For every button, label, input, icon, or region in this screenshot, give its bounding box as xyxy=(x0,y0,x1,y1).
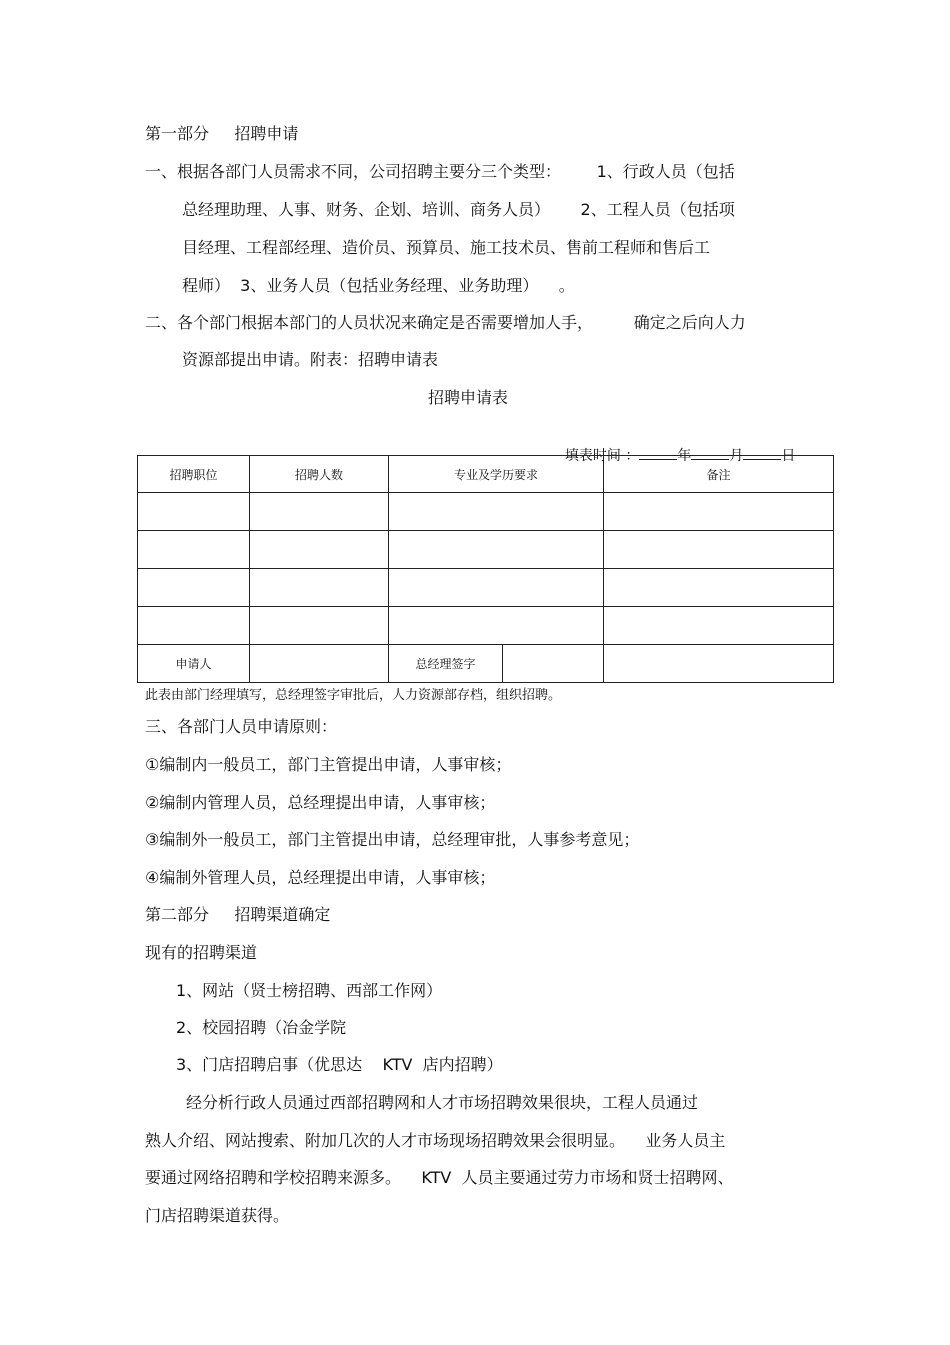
analysis-line-3: 要通过网络招聘和学校招聘来源多。 KTV 人员主要通过劳力市场和贤士招聘网、 xyxy=(145,1168,734,1187)
applicant-field[interactable] xyxy=(250,645,389,683)
recruitment-form-table xyxy=(137,455,834,683)
table-cell[interactable] xyxy=(138,531,250,569)
item1-line-2: 总经理助理、人事、财务、企划、培训、商务人员） 2、工程人员（包括项 xyxy=(182,200,735,219)
item2-line-1: 二、各个部门根据本部门的人员状况来确定是否需要增加人手， 确定之后向人力 xyxy=(145,313,746,332)
table-cell[interactable] xyxy=(389,607,604,645)
item1-line-4: 程师） 3、业务人员（包括业务经理、业务助理） 。 xyxy=(182,276,575,295)
principles-heading: 三、各部门人员申请原则： xyxy=(145,717,338,736)
table-cell[interactable] xyxy=(604,607,834,645)
table-cell[interactable] xyxy=(250,493,389,531)
item2-line-2: 资源部提出申请。附表：招聘申请表 xyxy=(182,350,439,369)
month-label: 月 xyxy=(729,448,744,464)
year-label: 年 xyxy=(677,448,692,464)
principle-item-2: ②编制内管理人员，总经理提出申请，人事审核； xyxy=(145,793,496,812)
header-remarks: 备注 xyxy=(604,456,834,493)
table-cell[interactable] xyxy=(138,607,250,645)
form-note: 此表由部门经理填写，总经理签字审批后，人力资源部存档，组织招聘。 xyxy=(145,688,562,703)
item1-line-3: 目经理、工程部经理、造价员、预算员、施工技术员、售前工程师和售后工 xyxy=(182,238,711,257)
analysis-line-4: 门店招聘渠道获得。 xyxy=(145,1206,290,1225)
table-cell[interactable] xyxy=(389,569,604,607)
table-cell[interactable] xyxy=(604,569,834,607)
table-cell[interactable] xyxy=(138,493,250,531)
table-header-row xyxy=(138,456,834,493)
part1-heading: 第一部分 招聘申请 xyxy=(145,124,299,143)
table-cell[interactable] xyxy=(250,569,389,607)
table-cell[interactable] xyxy=(604,493,834,531)
table-cell[interactable] xyxy=(389,531,604,569)
applicant-label: 申请人 xyxy=(138,645,250,683)
table-row xyxy=(138,607,834,645)
channel-item-2: 2、校园招聘（冶金学院 xyxy=(176,1018,347,1037)
day-label: 日 xyxy=(781,448,796,464)
analysis-line-1: 经分析行政人员通过西部招聘网和人才市场招聘效果很块，工程人员通过 xyxy=(186,1093,699,1112)
analysis-line-2: 熟人介绍、网站搜索、附加几次的人才市场现场招聘效果会很明显。 业务人员主 xyxy=(145,1131,726,1150)
signature-extra-field[interactable] xyxy=(604,645,834,683)
part2-subheading: 现有的招聘渠道 xyxy=(145,943,258,962)
channel-item-3: 3、门店招聘启事（优思达 KTV 店内招聘） xyxy=(176,1055,503,1074)
header-count: 招聘人数 xyxy=(250,456,389,493)
table-row xyxy=(138,569,834,607)
table-row xyxy=(138,531,834,569)
header-requirements: 专业及学历要求 xyxy=(389,456,604,493)
date-label: 填表时间 ： xyxy=(564,448,640,464)
table-cell[interactable] xyxy=(250,531,389,569)
channel-item-1: 1、网站（贤士榜招聘、西部工作网） xyxy=(176,981,443,1000)
header-position: 招聘职位 xyxy=(138,456,250,493)
table-cell[interactable] xyxy=(389,493,604,531)
item1-line-1: 一、根据各部门人员需求不同，公司招聘主要分三个类型： 1、行政人员（包括 xyxy=(145,162,735,181)
table-row xyxy=(138,493,834,531)
principle-item-4: ④编制外管理人员，总经理提出申请，人事审核； xyxy=(145,868,496,887)
principle-item-3: ③编制外一般员工，部门主管提出申请，总经理审批，人事参考意见； xyxy=(145,830,640,849)
table-cell[interactable] xyxy=(138,569,250,607)
form-title: 招聘申请表 xyxy=(428,388,509,407)
table-cell[interactable] xyxy=(604,531,834,569)
part2-heading: 第二部分 招聘渠道确定 xyxy=(145,905,331,924)
gm-sign-label: 总经理签字 xyxy=(389,645,503,683)
signature-row xyxy=(138,645,834,683)
principle-item-1: ①编制内一般员工，部门主管提出申请，人事审核； xyxy=(145,755,512,774)
gm-sign-field[interactable] xyxy=(503,645,604,683)
table-cell[interactable] xyxy=(250,607,389,645)
